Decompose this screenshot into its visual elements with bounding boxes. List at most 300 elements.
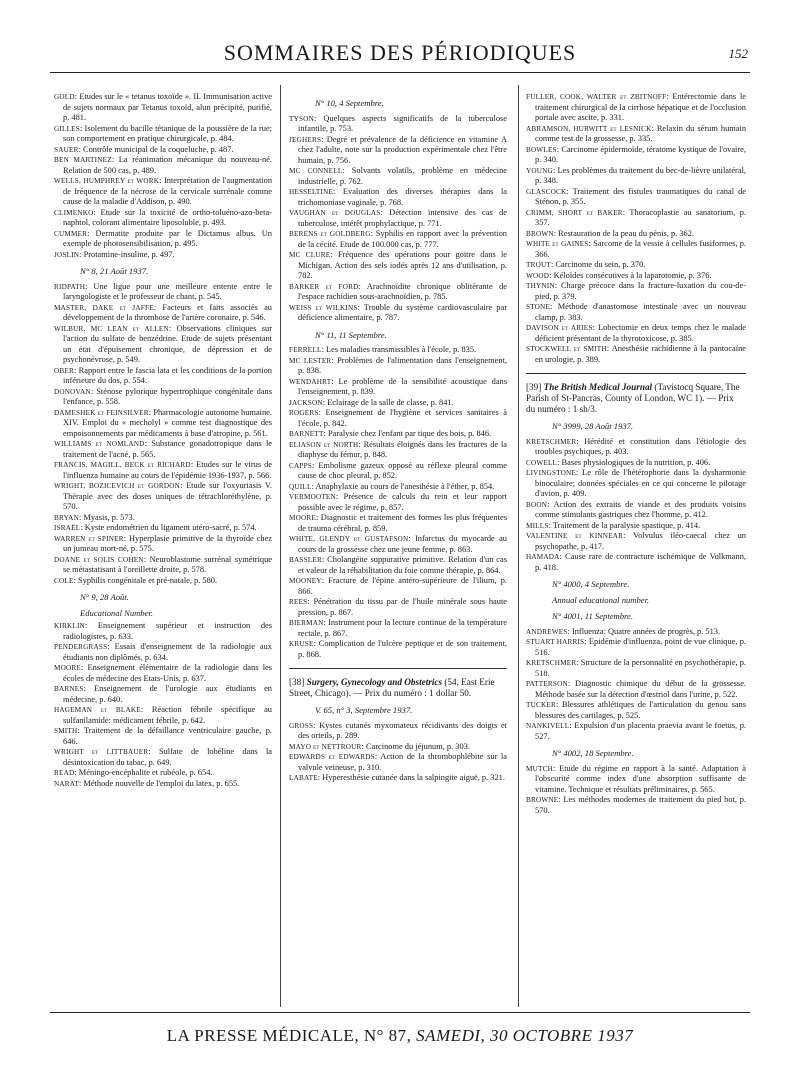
- column-divider: [280, 85, 281, 1007]
- article-author: WEISS et WILKINS: [289, 303, 358, 312]
- article-title: : Paralysie chez l'enfant par tique des bois, p. 846.: [323, 429, 492, 438]
- article-entry: [526, 187, 746, 208]
- journal-address: (Tavistocq Square, The Parish of St-Pancras, County of London, WC 1). — Prix du numéro : 1 sh/3.: [526, 382, 740, 414]
- article-entry: [54, 779, 272, 790]
- article-author: YOUNG: [526, 166, 553, 175]
- article-entry: [289, 482, 507, 493]
- article-author: VALENTINE et KINNEAR: [526, 532, 624, 540]
- article-title: : Action des extraits de viande et des produits voisins comme stimulants gastriques chez l'homme, p. 412.: [535, 499, 746, 519]
- article-title: : Problèmes de l'alimentation dans l'enseignement, p. 838.: [298, 355, 507, 375]
- article-entry: [526, 323, 746, 344]
- article-author: BOWLES: [526, 145, 557, 154]
- article-entry: [289, 135, 507, 167]
- article-author: KRETSCHMER: [526, 437, 577, 446]
- article-entry: [526, 124, 746, 145]
- article-author: MC CLURE: [289, 251, 331, 259]
- article-entry: [526, 721, 746, 742]
- article-title: : Kyste endométrien du ligament utéro-sacré, p. 574.: [80, 523, 257, 532]
- article-author: REES: [289, 598, 308, 606]
- issue-heading: N° 10, 4 Septembre.: [315, 98, 384, 108]
- article-entry: [289, 440, 507, 461]
- issue-heading: V. 65, n° 3, Septembre 1937.: [315, 705, 413, 715]
- article-entry: [526, 500, 746, 521]
- article-author: BASSLER: [289, 556, 322, 564]
- article-author: SMITH: [54, 727, 78, 735]
- article-author: BIERMAN: [289, 619, 324, 627]
- article-title: : Enseignement de l'urologie aux étudiants en médecine, p. 640.: [63, 684, 272, 704]
- article-author: DOANE et SOLIS COHEN: [54, 555, 144, 564]
- article-author: WENDAHRT: [289, 377, 332, 386]
- article-title: : Etude sur la toxicité de ortho-toluéno-azo-beta-naphtol, colorant alimentaire liposoluble, p. 493.: [63, 207, 272, 227]
- journal-heading: [526, 382, 746, 415]
- article-author: WARREN et SPINER: [54, 534, 124, 543]
- article-author: DAVISON et ARIES: [526, 324, 593, 332]
- article-author: JOSLIN: [54, 250, 80, 259]
- article-title: : Entérectomie dans le traitement chirurgical de la cirrhose hépatique et de l'occlusion portale avec ascite, p. 331.: [535, 92, 746, 122]
- article-author: GILLES: [54, 124, 80, 133]
- article-entry: [289, 356, 507, 377]
- article-title: : Structure de la personnalité en psychothérapie, p. 518.: [535, 658, 746, 678]
- article-entry: [54, 513, 272, 524]
- article-entry: [289, 742, 507, 753]
- article-entry: [54, 124, 272, 145]
- journal-name: Surgery, Gynecology and Obstetrics: [306, 677, 443, 687]
- header-rule: [50, 72, 750, 73]
- article-entry: [526, 679, 746, 700]
- article-title: : Rapport entre le fascia lata et les conditions de la portion inférieure du dos, p. 554.: [63, 365, 272, 385]
- article-entry: [54, 768, 272, 779]
- article-title: : Sarcome de la vessie à cellules fusiformes, p. 366.: [535, 239, 746, 259]
- article-author: JACKSON: [289, 398, 323, 407]
- article-entry: [289, 408, 507, 429]
- article-entry: [289, 492, 507, 513]
- article-title: : Embolisme gazeux opposé au réflexe pleural comme cause de choc pleural, p. 852.: [298, 460, 507, 480]
- article-title: : Cause rare de contracture ischémique de Volkmann, p. 418.: [535, 552, 746, 572]
- footer-date: SAMEDI, 30 OCTOBRE 1937: [416, 1026, 634, 1045]
- article-title: : Dermatite produite par le Dictamus albus. Un exemple de photosensibilisation, p. 495.: [63, 228, 272, 248]
- article-entry: [526, 166, 746, 187]
- article-author: SAUER: [54, 145, 79, 154]
- article-entry: [526, 92, 746, 124]
- article-author: STONE: [526, 303, 551, 311]
- article-title: : Thoracoplastie au sanatorium, p. 357.: [535, 207, 746, 227]
- article-title: : Etudes sur le « tetanus toxoïde ». II. Immunisation active de sujets normaux par Tetanus toxoïd, alun précipité, purifié, p. 481.: [63, 92, 272, 122]
- article-title: : Syphilis en rapport avec la prévention de la cécité. Etude de 100.000 cas, p. 777.: [298, 229, 507, 249]
- article-title: : Kéloïdes consécutives à la laparotomie, p. 376.: [549, 270, 712, 280]
- article-title: : Interprétation de l'augmentation de fréquence de la nécrose de la cervicale surrénale comme cause de la maladie d'Addison, p. 490.: [63, 176, 273, 206]
- article-entry: [54, 303, 272, 324]
- article-title: : Les problèmes du traitement du bec-de-lièvre unilatéral, p. 348.: [535, 165, 746, 185]
- article-entry: [289, 513, 507, 534]
- article-entry: [54, 684, 272, 705]
- article-author: GROSS: [289, 721, 314, 730]
- article-author: DONOVAN: [54, 387, 91, 396]
- article-title: : Evaluation des diverses thérapies dans la trichomoniase vaginale, p. 768.: [298, 187, 507, 207]
- article-author: CLIMENKO: [54, 208, 94, 217]
- article-title: : Méthode nouvelle de l'emploi du latex, p. 655.: [78, 778, 240, 788]
- article-title: : Hérédité et constitution dans l'étiologie des troubles psychiques, p. 403.: [535, 436, 746, 456]
- article-title: : Eclairage de la salle de classe, p. 841.: [322, 397, 454, 407]
- column-2: [289, 92, 507, 784]
- article-entry: [289, 618, 507, 639]
- article-entry: [526, 552, 746, 573]
- article-title: : Présence de calculs du rein et leur rapport possible avec le régime, p. 857.: [298, 492, 507, 512]
- article-entry: [526, 468, 746, 500]
- article-title: : Hyperplasie primitive de la thyroïde chez un jumeau mort-né, p. 575.: [63, 533, 272, 553]
- article-entry: [526, 627, 746, 638]
- article-author: MAYO et NETTROUR: [289, 742, 362, 751]
- article-author: TYSON: [289, 114, 314, 123]
- article-entry: [289, 250, 507, 282]
- article-title: : Charge précoce dans la fracture-luxation du cou-de-pied, p. 379.: [535, 281, 746, 301]
- article-entry: [289, 555, 507, 576]
- article-author: BARNES: [54, 685, 84, 693]
- article-entry: [54, 576, 272, 587]
- section-divider: [289, 668, 507, 669]
- article-author: GOLD: [54, 93, 75, 101]
- article-author: WELLS, HUMPHREY et WORK: [54, 177, 160, 185]
- article-entry: [526, 271, 746, 282]
- article-title: : Enseignement élémentaire de la radiologie dans les écoles de médecine des Etats-Unis, p. 637.: [63, 663, 272, 683]
- article-title: : Essais d'enseignement de la radiologie aux étudiants non diplômés, p. 634.: [63, 642, 272, 662]
- article-title: : Pharmacologie autonome humaine. XIV. Emploi du « mecholyl » comme test diagnostique des empoisonnements par médicaments à base d'atropine, p. 561.: [63, 407, 272, 438]
- article-title: : Réaction fébrile spécifique au sulfanilamide: médicament fébrile, p. 642.: [63, 705, 272, 725]
- article-title: : Blessures athlétiques de l'articulation du genou sans blessures des cartilages, p. 525.: [535, 700, 746, 720]
- article-title: : Degré et prévalence de la déficience en vitamine A chez l'adulte, note sur la production expérimentale chez l'être humain, p. 756.: [298, 134, 507, 165]
- article-entry: [289, 303, 507, 324]
- article-entry: [289, 114, 507, 135]
- article-entry: [526, 764, 746, 796]
- article-author: FULLER, COOK, WALTER et ZBITNOFF: [526, 93, 667, 101]
- article-author: WHITE et GAINES: [526, 240, 589, 248]
- article-title: : Restauration de la peau du pénis, p. 362.: [553, 228, 695, 238]
- article-entry: [54, 282, 272, 303]
- article-entry: [526, 795, 746, 816]
- article-entry: [54, 726, 272, 747]
- article-author: BERENS et GOLDBERG: [289, 230, 371, 238]
- article-entry: [54, 176, 272, 208]
- article-author: MOORE: [54, 664, 81, 672]
- article-author: THYNIN: [526, 282, 555, 290]
- journal-name: The British Medical Journal: [543, 382, 653, 392]
- article-title: : Complication de l'ulcère peptique et de son traitement, p. 868.: [298, 639, 507, 659]
- article-author: KRUSE: [289, 640, 314, 648]
- article-author: LIVINGSTONE: [526, 469, 576, 477]
- article-author: ELIASON et NORTH: [289, 440, 359, 449]
- article-entry: [526, 658, 746, 679]
- article-title: : Fracture de l'épine antéro-supérieure de l'ilium, p. 866.: [298, 576, 507, 596]
- article-author: COLE: [54, 576, 74, 585]
- article-title: : Observations cliniques sur l'action du sulfate de benzédrine. Etude de sujets présentant un état d'épuisement chronique, de dépression et de psychonévrose, p. 549.: [63, 323, 272, 364]
- article-entry: [289, 534, 507, 555]
- article-title: : Etude sur l'oxyuriasis V. Thérapie avec des doses uniques de tétrachloréthylène, p. 570.: [63, 481, 272, 511]
- article-entry: [54, 208, 272, 229]
- article-title: : Cholangéite suppurative primitive. Relation d'un cas et valeur de la réhabilitation du foie comme thérapie, p. 864.: [298, 555, 507, 575]
- article-title: : Trouble du système cardiovasculaire par déficience alimentaire, p. 787.: [298, 302, 507, 322]
- issue-heading: N° 8, 21 Août 1937.: [80, 266, 149, 276]
- issue-heading: N° 3999, 28 Août 1937.: [552, 421, 634, 431]
- article-author: EDWARDS et EDWARDS: [289, 753, 375, 761]
- article-entry: [289, 166, 507, 187]
- article-author: WILLIAMS et NOMLAND: [54, 440, 145, 448]
- article-entry: [289, 461, 507, 482]
- article-entry: [54, 387, 272, 408]
- article-entry: [54, 523, 272, 534]
- article-author: CRIMM, SHORT et BAKER: [526, 208, 623, 217]
- article-author: COWELL: [526, 458, 558, 467]
- article-title: : Contrôle municipal de la coqueluche, p. 487.: [78, 144, 234, 154]
- article-entry: [54, 229, 272, 250]
- journal-number: [39]: [526, 382, 542, 392]
- issue-heading: N° 4001, 11 Septembre.: [552, 611, 634, 621]
- article-entry: [289, 187, 507, 208]
- article-author: VAUGHAN et DOUGLAS: [289, 209, 381, 217]
- journal-heading: [289, 677, 507, 699]
- article-title: : Instrument pour la lecture continue de la température rectale, p. 867.: [298, 618, 507, 638]
- article-author: MOONEY: [289, 577, 322, 585]
- article-title: : Méningo-encéphalite et rubéole, p. 654.: [74, 768, 213, 777]
- article-entry: [526, 208, 746, 229]
- article-entry: [526, 145, 746, 166]
- article-entry: [54, 747, 272, 768]
- article-title: : Expulsion d'un placenta praevia avant le foetus, p. 527.: [535, 721, 746, 741]
- article-title: : Hyperesthésie cutanée dans la salpingite aiguë, p. 321.: [317, 773, 505, 782]
- article-author: STOCKWELL et SMITH: [526, 345, 607, 353]
- article-title: : Diagnostic chimique du début de la grossesse. Méthode basée sur la détection d'œstriol dans l'urine, p. 522.: [535, 679, 746, 699]
- article-title: : Traitement de la défaillance ventriculaire gauche, p. 646.: [63, 726, 272, 746]
- article-author: OBER: [54, 366, 74, 375]
- issue-heading: N° 4002, 18 Septembre.: [552, 748, 634, 758]
- article-author: JEGHERS: [289, 135, 322, 144]
- article-author: MC CONNELL: [289, 167, 343, 175]
- page-number: 152: [728, 46, 748, 61]
- article-entry: [526, 637, 746, 658]
- article-entry: [54, 439, 272, 460]
- article-author: BROWNE: [526, 796, 559, 804]
- article-author: DAMESHEK et FEINSILVER: [54, 408, 149, 417]
- article-entry: [54, 155, 272, 176]
- article-author: KIRKLIN: [54, 622, 85, 630]
- article-author: QUILL: [289, 482, 312, 491]
- article-author: MC LESTER: [289, 356, 332, 365]
- article-author: BROWN: [526, 229, 554, 238]
- article-title: : Enseignement supérieur et instruction des radiologistes, p. 633.: [63, 621, 272, 641]
- article-author: TUCKER: [526, 701, 556, 709]
- article-title: : Traitement de la paralysie spastique, p. 414.: [548, 520, 701, 530]
- article-author: LABATE: [289, 774, 318, 782]
- article-title: : Action de la thrombophlébite sur la valvule veineuse, p. 310.: [298, 752, 508, 772]
- article-title: : Fréquence des opérations pour goitre dans le Michigan. Action des sels iodés après 12 ans d'utilisation, p. 782.: [298, 250, 507, 280]
- article-entry: [526, 344, 746, 365]
- article-author: ABRAMSON, HURWITT et LESNICK: [526, 124, 652, 133]
- journal-address: (54, East Erie Street, Chicago). — Prix du numéro : 1 dollar 50.: [289, 677, 495, 698]
- article-entry: [289, 377, 507, 398]
- article-author: VERMOOTEN: [289, 493, 336, 501]
- article-title: : Sténose pylorique hypertrophique congénitale dans l'enfance, p. 558.: [63, 386, 272, 406]
- article-author: FERRELL: [289, 346, 322, 354]
- article-title: : Traitement des fistules traumatiques du canal de Sténon, p. 355.: [535, 186, 746, 206]
- article-title: : Protamine-insuline, p. 497.: [79, 249, 175, 259]
- issue-heading: N° 11, 11 Septembre.: [315, 329, 387, 340]
- article-author: WHITE, GLENDY et GUSTAFSON: [289, 535, 409, 543]
- article-author: WRIGHT, BOZICEVICH et GORDON: [54, 482, 181, 490]
- article-author: WILBUR, MC LEAN et ALLEN: [54, 324, 169, 333]
- article-entry: [289, 229, 507, 250]
- article-entry: [54, 705, 272, 726]
- article-author: ANDREWES: [526, 627, 568, 636]
- article-title: : Infarctus du myocarde au cours de la grossesse chez une jeune femme, p. 863.: [298, 534, 507, 554]
- article-author: WOOD: [526, 271, 550, 280]
- article-author: MUTCH: [526, 764, 553, 773]
- page-header: [50, 38, 750, 70]
- article-entry: [289, 576, 507, 597]
- article-title: : Facteurs et faits associés au développement de la thrombose de l'artère coronaire, p. 546.: [63, 302, 272, 322]
- article-title: : Détection intensive des cas de tuberculose, intérêt prophylactique, p. 771.: [298, 208, 507, 228]
- article-title: : Relaxin du sérum humain comme test de la grossesse, p. 335.: [535, 123, 747, 143]
- article-title: : Pénétration du tissu par de l'huile minérale sous haute pression, p. 867.: [298, 597, 507, 617]
- issue-heading: N° 9, 28 Août.: [80, 592, 129, 602]
- article-title: : Myasis, p. 573.: [78, 512, 135, 522]
- article-title: : Les méthodes modernes de traitement du pied bot, p. 570.: [535, 795, 746, 815]
- footer-rule: [50, 1012, 750, 1013]
- article-title: : Anesthésie rachidienne à la pantocaïne en urologie, p. 389.: [535, 344, 746, 364]
- article-author: HAMADA: [526, 553, 560, 561]
- article-entry: [289, 345, 507, 356]
- article-entry: [526, 531, 746, 552]
- page-footer: [50, 1026, 750, 1046]
- article-entry: [54, 663, 272, 684]
- article-title: : Carcinome du jéjunum, p. 303.: [361, 741, 470, 751]
- article-title: : Anaphylaxie au cours de l'anesthésie à l'éther, p. 854.: [311, 481, 495, 491]
- article-author: PENDERGRASS: [54, 643, 108, 651]
- section-divider: [526, 373, 746, 374]
- article-title: : Le rôle de l'hétérophorie dans la dysharmonie binoculaire; données spéciales en ce qui concerne le pilotage d'avion, p. 409.: [535, 468, 746, 498]
- article-title: : Carcinome du sein, p. 370.: [550, 260, 646, 269]
- article-entry: [526, 229, 746, 240]
- article-title: : Solvants volatils, problème en médecine industrielle, p. 762.: [298, 166, 507, 186]
- article-title: : Neuroblastome surrénal symétrique se métastatisant à l'oreillette droite, p. 578.: [63, 554, 272, 574]
- article-entry: [54, 145, 272, 156]
- article-title: : Epidémie d'influenza, point de vue clinique, p. 516.: [535, 637, 746, 657]
- article-author: NANKIVELL: [526, 722, 570, 730]
- article-entry: [289, 597, 507, 618]
- issue-subheading: Annual educational number.: [552, 594, 650, 605]
- article-title: : Etude du régime en rapport à la santé. Adaptation à l'obscurité comme index d'une absorption suffisante de vitamine. Technique et résultats préliminaires, p. 565.: [535, 763, 746, 794]
- article-title: : Quelques aspects significatifs de la tuberculose infantile, p. 753.: [298, 113, 507, 133]
- column-1: [54, 92, 272, 789]
- article-author: RIDPATH: [54, 282, 86, 291]
- article-entry: [54, 92, 272, 124]
- article-entry: [54, 534, 272, 555]
- article-title: : Isolement du bacille tétanique de la poussière de la rue; son comportement en pratique chirurgicale, p. 484.: [63, 123, 272, 143]
- article-entry: [54, 460, 272, 481]
- article-entry: [526, 239, 746, 260]
- article-entry: [54, 366, 272, 387]
- article-entry: [54, 642, 272, 663]
- article-author: BOON: [526, 500, 548, 509]
- article-title: : Le problème de la sensibilité acoustique dans l'enseignement, p. 839.: [298, 376, 507, 396]
- article-title: : Influenza: Quatre années de progrès, p. 513.: [567, 626, 721, 636]
- article-author: ROGERS: [289, 409, 319, 417]
- article-entry: [54, 621, 272, 642]
- article-title: : Volvulus iléo-caecal chez un psychopathe, p. 417.: [535, 531, 746, 551]
- article-entry: [54, 481, 272, 513]
- article-author: STUART HARRIS: [526, 638, 585, 646]
- article-entry: [526, 260, 746, 271]
- article-entry: [289, 773, 507, 784]
- page-title: SOMMAIRES DES PÉRIODIQUES: [223, 40, 577, 65]
- article-author: MOORE: [289, 514, 316, 522]
- article-author: MILLS: [526, 521, 549, 530]
- article-entry: [526, 281, 746, 302]
- article-entry: [289, 429, 507, 440]
- article-author: BARKER et FORD: [289, 282, 359, 291]
- article-author: FRANCIS, MAGILL, BECK et RICHARD: [54, 461, 191, 469]
- article-entry: [289, 398, 507, 409]
- article-author: TROUT: [526, 261, 551, 269]
- article-author: PATTERSON: [526, 680, 568, 688]
- article-entry: [289, 282, 507, 303]
- journal-number: [38]: [289, 677, 305, 687]
- article-entry: [289, 208, 507, 229]
- column-3: [526, 92, 746, 816]
- article-title: : Enseignement de l'hygiène et services sanitaires à l'école, p. 842.: [298, 408, 507, 428]
- article-title: : Carcinome épidermoïde, tératome kystique de l'ovaire, p. 340.: [535, 144, 746, 164]
- article-author: ISRAËL: [54, 524, 81, 532]
- article-title: : Lobectomie en deux temps chez le malade déficient présentant de la thyrotoxicose, p. 385.: [535, 323, 746, 343]
- footer-journal: LA PRESSE MÉDICALE, N° 87,: [166, 1026, 412, 1045]
- article-entry: [289, 639, 507, 660]
- article-entry: [526, 302, 746, 323]
- article-entry: [289, 752, 507, 773]
- article-author: HESSELTINE: [289, 188, 334, 196]
- article-title: : Sulfate de lobéline dans la désintoxication du tabac, p. 649.: [63, 747, 272, 767]
- article-author: WRIGHT et LITTBAUER: [54, 748, 149, 756]
- article-entry: [54, 250, 272, 261]
- article-author: CAPPS: [289, 461, 312, 470]
- issue-heading: N° 4000, 4 Septembre.: [552, 579, 630, 589]
- article-author: HAGEMAN et BLAKE: [54, 706, 141, 714]
- article-entry: [526, 700, 746, 721]
- article-title: : Substance gonadotropique dans le traitement de l'acné, p. 565.: [63, 439, 273, 459]
- article-entry: [289, 721, 507, 742]
- article-author: BARNETT: [289, 430, 324, 438]
- article-title: : Syphilis congénitale et pré-natale, p. 580.: [73, 575, 218, 585]
- column-divider: [518, 85, 519, 1007]
- article-entry: [54, 555, 272, 576]
- article-entry: [526, 521, 746, 532]
- article-author: READ: [54, 769, 75, 777]
- article-title: : La réanimation mécanique du nouveau-né. Relation de 500 cas, p. 489.: [63, 155, 272, 175]
- article-title: : Résultats éloignés dans les fractures de la diaphyse du fémur, p. 848.: [298, 439, 507, 459]
- article-title: : Arachnoïdite chronique oblitérante de l'espace rachidien sous-arachnoïdien, p. 785.: [298, 281, 507, 301]
- article-title: : Etudes sur le virus de l'influenza humaine au cours de l'épidémie 1936-1937, p. 566.: [63, 460, 272, 480]
- article-author: MASTER, DAKE et JAFFE: [54, 303, 154, 312]
- article-author: BEN MARTINEZ: [54, 156, 112, 164]
- article-author: KRETSCHMER: [526, 659, 577, 667]
- article-author: GLASCOCK: [526, 187, 567, 196]
- article-entry: [526, 437, 746, 458]
- article-author: NARAT: [54, 779, 79, 788]
- issue-subheading: Educational Number.: [80, 607, 154, 618]
- article-entry: [526, 458, 746, 469]
- article-title: : Kystes cutanés myxomateux récidivants des doigts et des orteils, p. 289.: [298, 720, 507, 740]
- article-title: : Une ligue pour une meilleure entente entre le laryngologiste et le professeur de chant, p. 545.: [63, 281, 272, 301]
- article-title: : Diagnostic et traitement des formes les plus fréquentes de trauma cérébral, p. 859.: [298, 513, 507, 533]
- article-entry: [54, 408, 272, 440]
- article-title: : Les maladies transmissibles à l'école, p. 835.: [321, 345, 477, 354]
- article-title: : Bases physiologiques de la nutrition, p. 406.: [557, 457, 711, 467]
